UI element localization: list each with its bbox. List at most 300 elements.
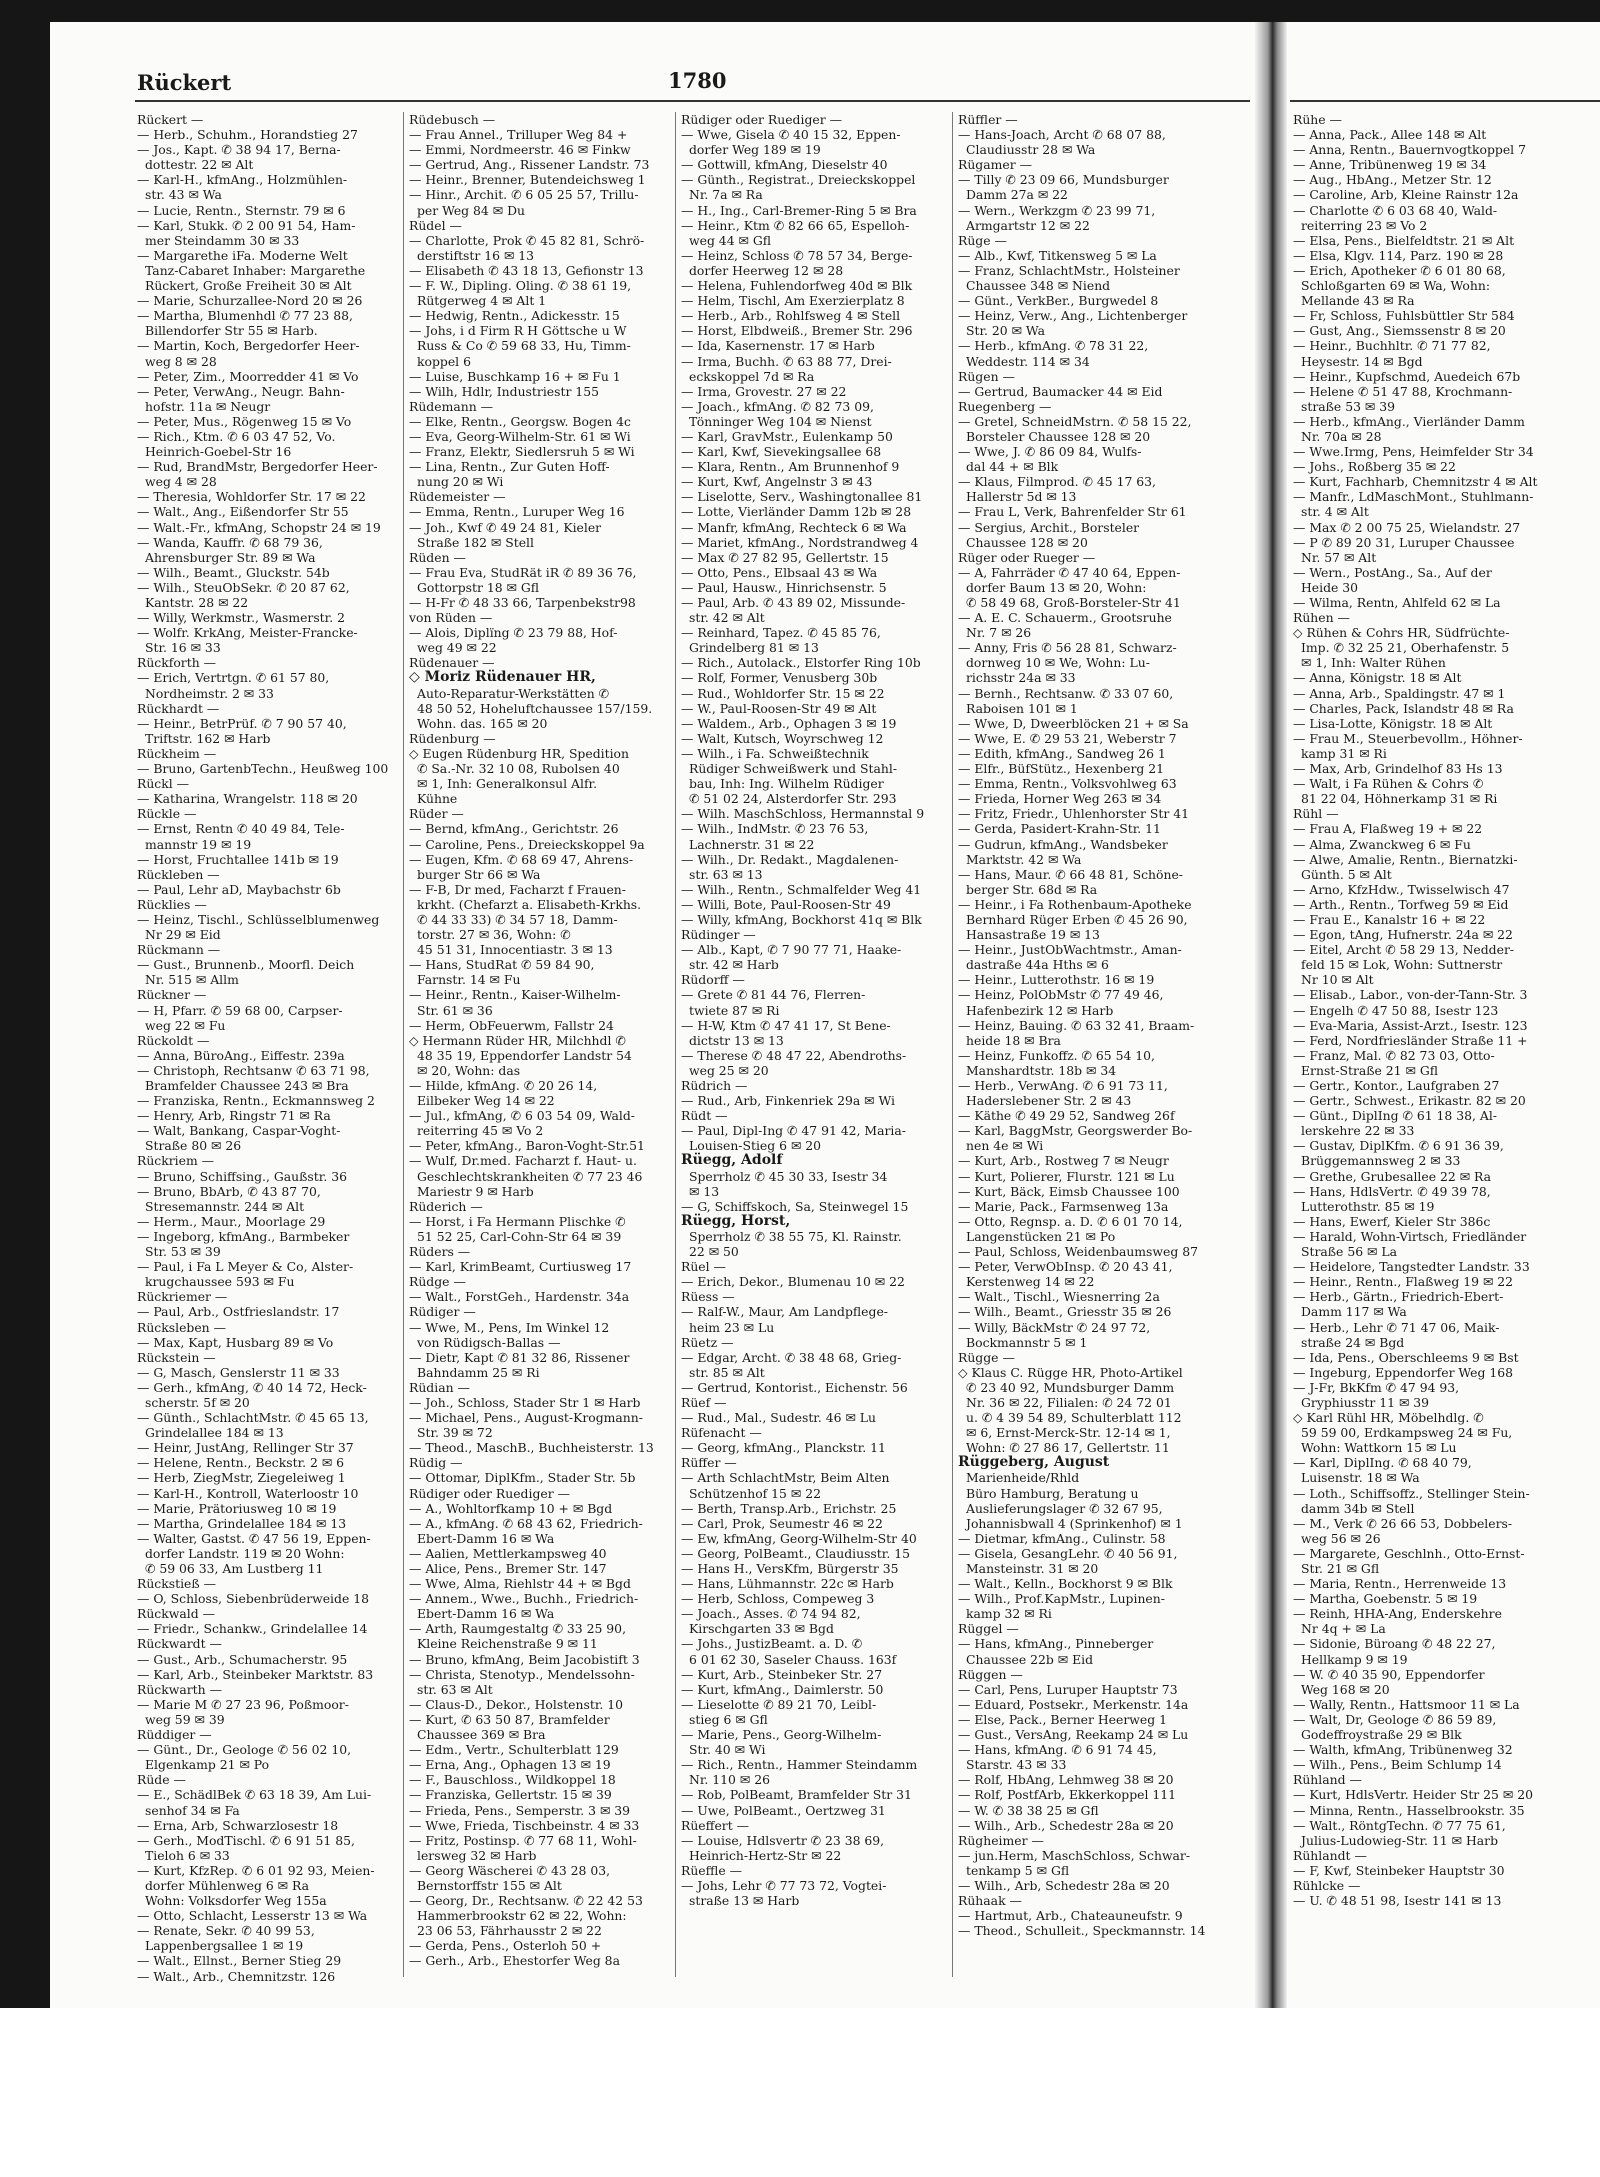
directory-entry-line: Rückoldt — (137, 1032, 210, 1048)
directory-entry-line: Rügge — (958, 1349, 1015, 1365)
directory-entry-line: Borsteler Chaussee 128 ✉ 20 (966, 428, 1151, 444)
directory-entry-line: — Alb., Kwf, Titkensweg 5 ✉ La (958, 247, 1157, 263)
directory-column-5 (1293, 112, 1600, 1908)
directory-entry-line: Sperrholz ✆ 45 30 33, Isestr 34 (689, 1168, 888, 1184)
directory-entry-line: — Gerda, Pens., Osterloh 50 + (409, 1938, 602, 1954)
directory-entry-line: — Ingeborg, kfmAng., Barmbeker (137, 1228, 350, 1244)
directory-entry-line: — G, Masch, Genslerstr 11 ✉ 33 (137, 1364, 340, 1380)
scan-border-left (0, 0, 50, 2030)
directory-entry-line: — Peter, Mus., Rögenweg 15 ✉ Vo (137, 413, 352, 429)
directory-entry-line: ✉ 20, Wohn: das (417, 1062, 521, 1078)
directory-entry-line: — Lucie, Rentn., Sternstr. 79 ✉ 6 (137, 202, 346, 218)
directory-entry-line: — Gustav, DiplKfm. ✆ 6 91 36 39, (1293, 1138, 1504, 1154)
directory-entry-line: dorfer Mühlenweg 6 ✉ Ra (145, 1877, 309, 1893)
directory-entry-line: — Hans, Lühmannstr. 22c ✉ Harb (681, 1576, 894, 1592)
directory-entry-line: — Fr, Schloss, Fuhlsbüttler Str 584 (1293, 308, 1515, 324)
directory-entry-line: — Rich., Autolack., Elstorfer Ring 10b (681, 655, 921, 671)
directory-entry-line: — Wwe, D, Dweerblöcken 21 + ✉ Sa (958, 715, 1189, 731)
directory-entry-line: — Wwe, Alma, Riehlstr 44 + ✉ Bgd (409, 1576, 631, 1592)
directory-entry-line: Farnstr. 14 ✉ Fu (417, 972, 521, 988)
directory-entry-line: krugchaussee 593 ✉ Fu (145, 1274, 295, 1290)
directory-entry-line: Mellande 43 ✉ Ra (1301, 293, 1415, 309)
directory-entry-line: — Peter, VerwAng., Neugr. Bahn- (137, 383, 345, 399)
directory-entry-line: ◇ Hermann Rüder HR, Milchhdl ✆ (409, 1032, 626, 1048)
directory-entry-line: — Charles, Pack, Islandstr 48 ✉ Ra (1293, 700, 1514, 716)
directory-entry-line: Hallerstr 5d ✉ 13 (966, 489, 1077, 505)
directory-entry-line: Gryphiusstr 11 ✉ 39 (1301, 1394, 1430, 1410)
directory-entry-line: Nr. 70a ✉ 28 (1301, 428, 1382, 444)
directory-entry-line: — Wolfr. KrkAng, Meister-Francke- (137, 625, 358, 641)
book-gutter (1255, 22, 1287, 2012)
directory-entry-line: — Bernd, kfmAng., Gerichtstr. 26 (409, 821, 619, 837)
directory-entry-line: — Wwe, J. ✆ 86 09 84, Wulfs- (958, 444, 1142, 460)
directory-entry-line: — A. E. C. Schauerm., Grootsruhe (958, 610, 1172, 626)
directory-entry-line: Gottorpstr 18 ✉ Gfl (417, 579, 540, 595)
directory-entry-line: — Marie, Pens., Georg-Wilhelm- (681, 1727, 882, 1743)
directory-entry-line: — Wwe, Gisela ✆ 40 15 32, Eppen- (681, 127, 901, 143)
directory-entry-line: — Walt., RöntgTechn. ✆ 77 75 61, (1293, 1817, 1506, 1833)
directory-entry-line: Straße 182 ✉ Stell (417, 534, 534, 550)
directory-entry-line: — Heinz, Bauing. ✆ 63 32 41, Braam- (958, 1017, 1195, 1033)
directory-entry-line: ✉ 1, Inh: Walter Rühen (1301, 655, 1446, 671)
directory-entry-line: — Georg, PolBeamt., Claudiusstr. 15 (681, 1545, 910, 1561)
directory-entry-line: — Hedwig, Rentn., Adickesstr. 15 (409, 308, 620, 324)
directory-entry-line: — Elfr., BüfStütz., Hexenberg 21 (958, 761, 1165, 777)
directory-entry-line: — Horst, Elbdweiß., Bremer Str. 296 (681, 323, 913, 339)
directory-entry-line: — Paul, Schloss, Weidenbaumsweg 87 (958, 1244, 1198, 1260)
directory-entry-line: Rüger oder Rueger — (958, 549, 1096, 565)
directory-entry-line: — Frieda, Horner Weg 263 ✉ 34 (958, 791, 1162, 807)
directory-entry-line: — H, Pfarr. ✆ 59 68 00, Carpser- (137, 1002, 343, 1018)
directory-entry-line: Chaussee 348 ✉ Niend (966, 278, 1111, 294)
directory-entry-line: — Kurt, kfmAng., Daimlerstr. 50 (681, 1681, 884, 1697)
directory-entry-line: — Max ✆ 2 00 75 25, Wielandstr. 27 (1293, 519, 1521, 535)
directory-entry-line: Rüdt — (681, 1108, 728, 1124)
directory-entry-line: Heinrich-Goebel-Str 16 (145, 444, 292, 460)
directory-entry-line: Rüdebusch — (409, 112, 496, 127)
directory-entry-line: Rüge — (958, 232, 1007, 248)
directory-entry-line: — Ida, Kasernenstr. 17 ✉ Harb (681, 338, 875, 354)
directory-entry-line: — Karl, KrimBeamt, Curtiusweg 17 (409, 1259, 632, 1275)
directory-entry-line: — Marie M ✆ 27 23 96, Poßmoor- (137, 1696, 349, 1712)
directory-entry-line: Straße 80 ✉ 26 (145, 1138, 242, 1154)
directory-entry-line: hofstr. 11a ✉ Neugr (145, 398, 271, 414)
directory-entry-line: Rüdiger oder Ruediger — (681, 112, 842, 127)
directory-entry-line: Rückwald — (137, 1606, 215, 1622)
directory-entry-line: Rüfenacht — (681, 1425, 762, 1441)
directory-entry-line: Kerstenweg 14 ✉ 22 (966, 1274, 1095, 1290)
directory-entry-line: — W. ✆ 38 38 25 ✉ Gfl (958, 1802, 1099, 1818)
directory-entry-line: — Herm, ObFeuerwm, Fallstr 24 (409, 1017, 614, 1033)
directory-entry-line: 48 50 52, Hoheluftchaussee 157/159. (417, 700, 653, 716)
directory-entry-line: — Ew, kfmAng, Georg-Wilhelm-Str 40 (681, 1530, 917, 1546)
directory-entry-line: — Arth SchlachtMstr, Beim Alten (681, 1470, 890, 1486)
directory-entry-line: — Erich, Apotheker ✆ 6 01 80 68, (1293, 262, 1506, 278)
directory-entry-line: — Rob, PolBeamt, Bramfelder Str 31 (681, 1787, 912, 1803)
directory-entry-line: reiterring 23 ✉ Vo 2 (1301, 217, 1428, 233)
directory-entry-line: Brüggemannsweg 2 ✉ 33 (1301, 1153, 1461, 1169)
directory-entry-line: — Henry, Arb, Ringstr 71 ✉ Ra (137, 1108, 331, 1124)
directory-entry-line: Rückert, Große Freiheit 30 ✉ Alt (145, 278, 352, 294)
directory-entry-line: — Hilde, kfmAng. ✆ 20 26 14, (409, 1078, 598, 1093)
directory-entry-line: — Grete ✆ 81 44 76, Flerren- (681, 987, 866, 1003)
directory-entry-line: Bernhard Rüger Erben ✆ 45 26 90, (966, 911, 1188, 927)
directory-entry-line: — Marie, Pack., Farmsenweg 13a (958, 1198, 1169, 1214)
directory-entry-line: Armgartstr 12 ✉ 22 (966, 217, 1090, 233)
directory-entry-line: Rüdenauer — (409, 655, 495, 671)
directory-entry-line: — O, Schloss, Siebenbrüderweide 18 (137, 1591, 369, 1607)
directory-entry-line: — Arth, Raumgestaltg ✆ 33 25 90, (409, 1621, 627, 1637)
directory-entry-line: Rüddiger — (137, 1727, 212, 1743)
directory-entry-line: Chaussee 128 ✉ 20 (966, 534, 1088, 550)
directory-entry-line: — Herb., Arb., Rohlfsweg 4 ✉ Stell (681, 308, 901, 324)
directory-entry-line: Nr. 7a ✉ Ra (689, 187, 763, 203)
directory-entry-line: — Rich., Rentn., Hammer Steindamm (681, 1757, 918, 1773)
directory-entry-line: — Gertr., Kontor., Laufgraben 27 (1293, 1078, 1500, 1093)
directory-entry-line: Imp. ✆ 32 25 21, Oberhafenstr. 5 (1301, 640, 1510, 656)
directory-entry-line: — Arth., Rentn., Torfweg 59 ✉ Eid (1293, 896, 1509, 912)
directory-entry-line: Rüdel — (409, 217, 462, 233)
directory-entry-line: ◇ Klaus C. Rügge HR, Photo-Artikel (958, 1364, 1183, 1380)
directory-entry-line: — Kurt, KfzRep. ✆ 6 01 92 93, Meien- (137, 1862, 375, 1878)
directory-entry-line: Rühl — (1293, 806, 1339, 822)
directory-entry-line: — Joh., Schloss, Stader Str 1 ✉ Harb (409, 1394, 641, 1410)
directory-entry-line: — Lina, Rentn., Zur Guten Hoff- (409, 459, 610, 475)
directory-entry-line: — Ingeburg, Eppendorfer Weg 168 (1293, 1364, 1514, 1380)
directory-entry-line: — Elsa, Pens., Bielfeldtstr. 21 ✉ Alt (1293, 232, 1515, 248)
directory-entry-line: str. 43 ✉ Wa (145, 187, 222, 203)
directory-entry-line: — Walter, Gastst. ✆ 47 56 19, Eppen- (137, 1530, 371, 1546)
directory-entry-line: — Walt, i Fa Rühen & Cohrs ✆ (1293, 776, 1484, 792)
directory-entry-line: kamp 31 ✉ Ri (1301, 745, 1387, 761)
directory-entry-line: — Elsa, Klgv. 114, Parz. 190 ✉ 28 (1293, 247, 1504, 263)
directory-entry-line: — Reinh, HHA-Ang, Enderskehre (1293, 1606, 1502, 1622)
directory-entry-line: bau, Inh: Ing. Wilhelm Rüdiger (689, 776, 884, 792)
directory-entry-line: Rückriemer — (137, 1289, 228, 1305)
directory-entry-line: dastraße 44a Hths ✉ 6 (966, 957, 1109, 973)
directory-entry-line: Ebert-Damm 16 ✉ Wa (417, 1530, 555, 1546)
directory-entry-line: damm 34b ✉ Stell (1301, 1500, 1415, 1516)
directory-entry-line: — Wilh. MaschSchloss, Hermannstal 9 (681, 806, 925, 822)
directory-entry-line: Lachnerstr. 31 ✉ 22 (689, 836, 815, 852)
directory-column-1 (137, 112, 399, 1984)
directory-entry-line: Mariestr 9 ✉ Harb (417, 1183, 534, 1199)
directory-entry-line: Stresemannstr. 244 ✉ Alt (145, 1198, 305, 1214)
directory-entry-line: Lutterothstr. 85 ✉ 19 (1301, 1198, 1435, 1214)
directory-entry-line: Rüggeberg, August (958, 1454, 1110, 1471)
directory-entry-line: Geschlechtskrankheiten ✆ 77 23 46 (417, 1168, 643, 1184)
directory-entry-line: — Heinz, Funkoffz. ✆ 65 54 10, (958, 1047, 1155, 1063)
directory-entry-line: dorfer Heerweg 12 ✉ 28 (689, 262, 844, 278)
directory-entry-line: Rüel — (681, 1259, 726, 1275)
directory-entry-line: Rühaak — (958, 1893, 1022, 1909)
directory-entry-line: nen 4e ✉ Wi (966, 1138, 1044, 1154)
directory-entry-line: — Herb, ZiegMstr, Ziegeleiweg 1 (137, 1470, 346, 1486)
directory-entry-line: heim 23 ✉ Lu (689, 1319, 775, 1335)
directory-entry-line: — Wwe.Irmg, Pens, Heimfelder Str 34 (1293, 444, 1534, 460)
directory-entry-line: — Edm., Vertr., Schulterblatt 129 (409, 1742, 619, 1758)
directory-entry-line: — Hans H., VersKfm, Bürgerstr 35 (681, 1561, 899, 1576)
directory-entry-line: — Katharina, Wrangelstr. 118 ✉ 20 (137, 791, 358, 807)
directory-entry-line: — Kurt, ✆ 63 50 87, Bramfelder (409, 1711, 610, 1727)
directory-entry-line: Rüdrich — (681, 1078, 748, 1093)
directory-entry-line: — Walth, kfmAng, Tribünenweg 32 (1293, 1742, 1513, 1758)
directory-entry-line: ✆ 59 06 33, Am Lustberg 11 (145, 1561, 324, 1576)
directory-entry-line: — Otto, Schlacht, Lesserstr 13 ✉ Wa (137, 1908, 368, 1924)
directory-entry-line: — Günt., DiplIng ✆ 61 18 38, Al- (1293, 1108, 1497, 1124)
directory-entry-line: dornweg 10 ✉ We, Wohn: Lu- (966, 655, 1150, 671)
directory-entry-line: str. 42 ✉ Alt (689, 610, 765, 626)
directory-entry-line: — Heinr, JustAng, Rellinger Str 37 (137, 1440, 354, 1456)
directory-entry-line: — Mariet, kfmAng., Nordstrandweg 4 (681, 534, 919, 550)
directory-entry-line: — Alois, Diplïng ✆ 23 79 88, Hof- (409, 625, 618, 641)
directory-entry-line: — Heinz, PolObMstr ✆ 77 49 46, (958, 987, 1164, 1003)
directory-entry-line: — E., SchädlBek ✆ 63 18 39, Am Lui- (137, 1787, 372, 1803)
directory-entry-line: Bockmannstr 5 ✉ 1 (966, 1334, 1088, 1350)
directory-entry-line: — Louise, Hdlsvertr ✆ 23 38 69, (681, 1832, 885, 1848)
directory-entry-line: ◇ Rühen & Cohrs HR, Südfrüchte- (1293, 625, 1510, 641)
directory-entry-line: — Rolf, Former, Venusberg 30b (681, 670, 878, 686)
directory-column-2 (409, 112, 671, 1969)
directory-entry-line: — Willy, Werkmstr., Wasmerstr. 2 (137, 610, 345, 626)
directory-entry-line: — Margarete, Geschlnh., Otto-Ernst- (1293, 1545, 1525, 1561)
directory-entry-line: — A., Wohltorfkamp 10 + ✉ Bgd (409, 1500, 613, 1516)
directory-entry-line: — Herm., Maur., Moorlage 29 (137, 1213, 326, 1229)
directory-entry-line: — Wilh., i Fa. Schweißtechnik (681, 745, 869, 761)
directory-entry-line: — Franziska, Rentn., Eckmannsweg 2 (137, 1093, 375, 1109)
directory-entry-line: — Wilh., Prof.KapMstr., Lupinen- (958, 1591, 1165, 1607)
directory-entry-line: — Heinr., i Fa Rothenbaum-Apotheke (958, 896, 1192, 912)
directory-entry-line: — H-W, Ktm ✆ 47 41 17, St Bene- (681, 1017, 891, 1033)
directory-entry-line: — Manfr, kfmAng, Rechteck 6 ✉ Wa (681, 519, 907, 535)
directory-entry-line: — Peter, VerwObInsp. ✆ 20 43 41, (958, 1259, 1173, 1275)
directory-entry-line: — F. W., Dipling. Oling. ✆ 38 61 19, (409, 278, 632, 294)
directory-entry-line: — Georg, kfmAng., Planckstr. 11 (681, 1440, 886, 1456)
directory-entry-line: — Gerda, Pasidert-Krahn-Str. 11 (958, 821, 1161, 837)
directory-entry-line: — Anna, BüroAng., Eiffestr. 239a (137, 1047, 345, 1063)
directory-entry-line: feld 15 ✉ Lok, Wohn: Suttnerstr (1301, 957, 1503, 973)
directory-entry-line: — Reinhard, Tapez. ✆ 45 85 76, (681, 625, 881, 641)
directory-entry-line: Str. 21 ✉ Gfl (1301, 1561, 1380, 1576)
directory-entry-line: — Bernh., Rechtsanw. ✆ 33 07 60, (958, 685, 1174, 701)
directory-entry-line: Rüffer — (681, 1455, 737, 1471)
directory-entry-line: ✉ 1, Inh: Generalkonsul Alfr. (417, 776, 598, 792)
directory-entry-line: Marktstr. 42 ✉ Wa (966, 851, 1082, 867)
directory-entry-line: — Wilh, Hdlr, Industriestr 155 (409, 383, 599, 399)
directory-entry-line: Nr. 7 ✉ 26 (966, 625, 1032, 641)
directory-entry-line: — Theresia, Wohldorfer Str. 17 ✉ 22 (137, 489, 366, 505)
directory-entry-line: Heysestr. 14 ✉ Bgd (1301, 353, 1423, 369)
directory-entry-line: ✆ 23 40 92, Mundsburger Damm (966, 1379, 1175, 1395)
directory-entry-line: Rüdenburg — (409, 730, 496, 746)
directory-entry-line: — Anny, Fris ✆ 56 28 81, Schwarz- (958, 640, 1177, 656)
directory-entry-line: — Carl, Pens, Luruper Hauptstr 73 (958, 1681, 1178, 1697)
directory-entry-line: — Gottwill, kfmAng, Dieselstr 40 (681, 157, 888, 173)
directory-entry-line: — Otto, Regnsp. a. D. ✆ 6 01 70 14, (958, 1213, 1183, 1229)
directory-entry-line: — Peter, Zim., Moorredder 41 ✉ Vo (137, 368, 359, 384)
directory-entry-line: Rücklies — (137, 896, 207, 912)
directory-entry-line: Rückforth — (137, 655, 217, 671)
directory-entry-line: — Herb., kfmAng., Vierländer Damm (1293, 413, 1525, 429)
directory-entry-line: dal 44 + ✉ Blk (966, 459, 1059, 475)
directory-entry-line: Wohn. das. 165 ✉ 20 (417, 715, 548, 731)
directory-entry-line: — F., Bauschloss., Wildkoppel 18 (409, 1772, 616, 1788)
directory-entry-line: — Horst, Fruchtallee 141b ✉ 19 (137, 851, 339, 867)
directory-entry-line: — Caroline, Arb, Kleine Rainstr 12a (1293, 187, 1519, 203)
directory-entry-line: Str. 61 ✉ 36 (417, 1002, 493, 1018)
directory-entry-line: — Rud, BrandMstr, Bergedorfer Heer- (137, 459, 378, 475)
directory-entry-line: ◇ Eugen Rüdenburg HR, Spedition (409, 745, 629, 761)
directory-entry-line: — Max, Kapt, Husbarg 89 ✉ Vo (137, 1334, 334, 1350)
directory-entry-line: — Günt., Dr., Geologe ✆ 56 02 10, (137, 1742, 352, 1758)
directory-entry-line: — Heinr., Kupfschmd, Auedeich 67b (1293, 368, 1521, 384)
directory-entry-line: — Paul, Arb., Ostfrieslandstr. 17 (137, 1304, 340, 1320)
directory-entry-line: Schützenhof 15 ✉ 22 (689, 1485, 821, 1501)
directory-entry-line: — Bruno, BbArb, ✆ 43 87 70, (137, 1183, 321, 1199)
directory-entry-line: — Fritz, Friedr., Uhlenhorster Str 41 (958, 806, 1190, 822)
directory-entry-line: — F-B, Dr med, Facharzt f Frauen- (409, 881, 626, 897)
directory-entry-line: — Anna, Pack., Allee 148 ✉ Alt (1293, 127, 1487, 143)
directory-entry-line: — Gust., VersAng, Reekamp 24 ✉ Lu (958, 1727, 1189, 1743)
directory-entry-line: — Johs., Roßberg 35 ✉ 22 (1293, 459, 1456, 475)
directory-entry-line: — Gretel, SchneidMstrn. ✆ 58 15 22, (958, 413, 1192, 429)
directory-entry-line: — Minna, Rentn., Hasselbrookstr. 35 (1293, 1802, 1525, 1818)
directory-entry-line: — Alwe, Amalie, Rentn., Biernatzki- (1293, 851, 1518, 867)
directory-entry-line: Mansteinstr. 31 ✉ 20 (966, 1561, 1099, 1576)
directory-entry-line: — Loth., Schiffsoffz., Stellinger Stein- (1293, 1485, 1530, 1501)
directory-entry-line: — Wern., PostAng., Sa., Auf der (1293, 564, 1492, 580)
directory-entry-line: Rühlcke — (1293, 1877, 1361, 1893)
directory-entry-line: — A, Fahrräder ✆ 47 40 64, Eppen- (958, 564, 1181, 580)
directory-entry-line: Rückl — (137, 776, 190, 792)
directory-entry-line: — Heinr., Buchhltr. ✆ 71 77 82, (1293, 338, 1491, 354)
directory-entry-line: — Willi, Bote, Paul-Roosen-Str 49 (681, 896, 891, 912)
directory-entry-line: Nr. 36 ✉ 22, Filialen: ✆ 24 72 01 (966, 1394, 1172, 1410)
directory-entry-line: ✆ 44 33 33) ✆ 34 57 18, Damm- (417, 911, 618, 927)
directory-entry-line: — Frau A, Flaßweg 19 + ✉ 22 (1293, 821, 1483, 837)
directory-entry-line: — Franz, SchlachtMstr., Holsteiner (958, 262, 1180, 278)
directory-entry-line: von Rüden — (409, 610, 493, 626)
directory-entry-line: — Gust., Brunnenb., Moorfl. Deich (137, 957, 355, 973)
directory-entry-line: — Willy, BäckMstr ✆ 24 97 72, (958, 1319, 1151, 1335)
directory-entry-line: — Max, Arb, Grindelhof 83 Hs 13 (1293, 761, 1503, 777)
directory-entry-line: Rückner — (137, 987, 207, 1003)
directory-entry-line: Tönninger Weg 104 ✉ Nienst (689, 413, 872, 429)
directory-entry-line: — Edith, kfmAng., Sandweg 26 1 (958, 745, 1166, 761)
directory-entry-line: — Lisa-Lotte, Königstr. 18 ✉ Alt (1293, 715, 1493, 731)
directory-entry-line: — Grethe, Grubesallee 22 ✉ Ra (1293, 1168, 1492, 1184)
directory-entry-line: Rückstein — (137, 1349, 216, 1365)
directory-entry-line: — Anna, Rentn., Bauernvogtkoppel 7 (1293, 142, 1526, 158)
directory-entry-line: Rüegg, Adolf (681, 1152, 783, 1169)
directory-entry-line: mannstr 19 ✉ 19 (145, 836, 252, 852)
directory-entry-line: Büro Hamburg, Beratung u (966, 1485, 1139, 1501)
directory-entry-line: 81 22 04, Höhnerkamp 31 ✉ Ri (1301, 791, 1498, 807)
directory-entry-line: Rüdemeister — (409, 489, 506, 505)
directory-entry-line: — Maria, Rentn., Herrenweide 13 (1293, 1576, 1507, 1592)
directory-entry-line: ◇ Karl Rühl HR, Möbelhdlg. ✆ (1293, 1410, 1484, 1426)
directory-entry-line: Rüders — (409, 1244, 471, 1260)
directory-entry-line: Ebert-Damm 16 ✉ Wa (417, 1606, 555, 1622)
directory-entry-line: weg 56 ✉ 26 (1301, 1530, 1381, 1546)
directory-entry-line: str. 63 ✉ 13 (689, 866, 763, 882)
directory-entry-line: 51 52 25, Carl-Cohn-Str 64 ✉ 39 (417, 1228, 622, 1244)
directory-entry-line: — Christa, Stenotyp., Mendelssohn- (409, 1666, 635, 1682)
directory-entry-line: — Therese ✆ 48 47 22, Abendroths- (681, 1047, 907, 1063)
directory-entry-line: — Liselotte, Serv., Washingtonallee 81 (681, 489, 923, 505)
directory-entry-line: Str. 40 ✉ Wi (689, 1742, 766, 1758)
directory-entry-line: Hansastraße 19 ✉ 13 (966, 927, 1100, 943)
directory-entry-line: — Karl, Stukk. ✆ 2 00 91 54, Ham- (137, 217, 356, 233)
directory-entry-line: Rüde — (137, 1772, 186, 1788)
directory-entry-line: von Rüdigsch-Ballas — (417, 1334, 561, 1350)
directory-entry-line: — Erna, Ang., Ophagen 13 ✉ 19 (409, 1757, 611, 1773)
directory-entry-line: — Heinz, Verw., Ang., Lichtenberger (958, 308, 1188, 324)
column-divider (675, 112, 676, 1977)
directory-entry-line: — A., kfmAng. ✆ 68 43 62, Friedrich- (409, 1515, 643, 1531)
directory-entry-line: — Kurt, Arb., Rostweg 7 ✉ Neugr (958, 1153, 1169, 1169)
directory-entry-line: — Eduard, Postsekr., Merkenstr. 14a (958, 1696, 1189, 1712)
directory-entry-line: — Wilh., Beamt., Gluckstr. 54b (137, 564, 330, 580)
directory-entry-line: — Paul, Hausw., Hinrichsenstr. 5 (681, 579, 887, 595)
directory-entry-line: — Anne, Tribünenweg 19 ✉ 34 (1293, 157, 1487, 173)
directory-entry-line: Grindelallee 184 ✉ 13 (145, 1425, 284, 1441)
directory-entry-line: — Eva-Maria, Assist-Arzt., Isestr. 123 (1293, 1017, 1528, 1033)
directory-entry-line: — Walt.-Fr., kfmAng, Schopstr 24 ✉ 19 (137, 519, 381, 535)
directory-entry-line: u. ✆ 4 39 54 89, Schulterblatt 112 (966, 1410, 1182, 1426)
directory-entry-line: ◇ Moriz Rüdenauer HR, (409, 669, 596, 686)
directory-entry-line: Kirschgarten 33 ✉ Bgd (689, 1621, 834, 1637)
directory-entry-line: — Herb., Lehr ✆ 71 47 06, Maik- (1293, 1319, 1500, 1335)
directory-entry-line: — Walt, Dr, Geologe ✆ 86 59 89, (1293, 1711, 1497, 1727)
directory-entry-line: ✆ 58 49 68, Groß-Borsteler-Str 41 (966, 595, 1181, 610)
directory-entry-line: Rüggen — (958, 1666, 1023, 1682)
directory-entry-line: Heinrich-Hertz-Str ✉ 22 (689, 1847, 842, 1863)
directory-entry-line: dorfer Landstr. 119 ✉ 20 Wohn: (145, 1545, 345, 1561)
directory-entry-line: Str. 16 ✉ 33 (145, 640, 221, 656)
directory-entry-line: — Walt., Ellnst., Berner Stieg 29 (137, 1953, 342, 1969)
directory-entry-line: — Martin, Koch, Bergedorfer Heer- (137, 338, 360, 354)
directory-entry-line: — F, Kwf, Steinbeker Hauptstr 30 (1293, 1862, 1505, 1878)
directory-entry-line: Louisen-Stieg 6 ✉ 20 (689, 1138, 822, 1154)
directory-entry-line: — Wwe, M., Pens, Im Winkel 12 (409, 1319, 610, 1335)
scan-border-top (0, 0, 1600, 22)
directory-entry-line: — Wilh., Beamt., Griesstr 35 ✉ 26 (958, 1304, 1172, 1320)
directory-entry-line: — Herb., VerwAng. ✆ 6 91 73 11, (958, 1078, 1168, 1093)
directory-entry-line: — Willy, kfmAng, Bockhorst 41q ✉ Blk (681, 911, 922, 927)
directory-entry-line: Rüdorff — (681, 972, 745, 988)
directory-entry-line: Auto-Reparatur-Werkstätten ✆ (417, 685, 610, 701)
directory-entry-line: — Berth, Transp.Arb., Erichstr. 25 (681, 1500, 897, 1516)
directory-entry-line: — Walt., Arb., Chemnitzstr. 126 (137, 1968, 336, 1984)
directory-entry-line: — Kurt, Polierer, Flurstr. 121 ✉ Lu (958, 1168, 1175, 1184)
directory-entry-line: — H-Fr ✆ 48 33 66, Tarpenbekstr98 (409, 595, 636, 610)
directory-entry-line: kamp 32 ✉ Ri (966, 1606, 1052, 1622)
directory-column-3 (681, 112, 949, 1908)
directory-entry-line: — Franz, Elektr, Siedlersruh 5 ✉ Wi (409, 444, 635, 460)
directory-entry-line: — Alma, Zwanckweg 6 ✉ Fu (1293, 836, 1471, 852)
directory-entry-line: — Hans, HdlsVertr. ✆ 49 39 78, (1293, 1183, 1491, 1199)
directory-entry-line: Schloßgarten 69 ✉ Wa, Wohn: (1301, 278, 1491, 294)
directory-entry-line: — Irma, Grovestr. 27 ✉ 22 (681, 383, 847, 399)
directory-entry-line: — Fritz, Postinsp. ✆ 77 68 11, Wohl- (409, 1832, 637, 1848)
directory-entry-line: Haderslebener Str. 2 ✉ 43 (966, 1093, 1132, 1109)
column-divider (952, 112, 953, 1977)
directory-entry-line: — Heinz, Schloss ✆ 78 57 34, Berge- (681, 247, 913, 263)
directory-entry-line: — Hans-Joach, Archt ✆ 68 07 88, (958, 127, 1166, 143)
directory-entry-line: — Herb., Gärtn., Friedrich-Ebert- (1293, 1289, 1504, 1305)
directory-entry-line: straße 53 ✉ 39 (1301, 398, 1395, 414)
